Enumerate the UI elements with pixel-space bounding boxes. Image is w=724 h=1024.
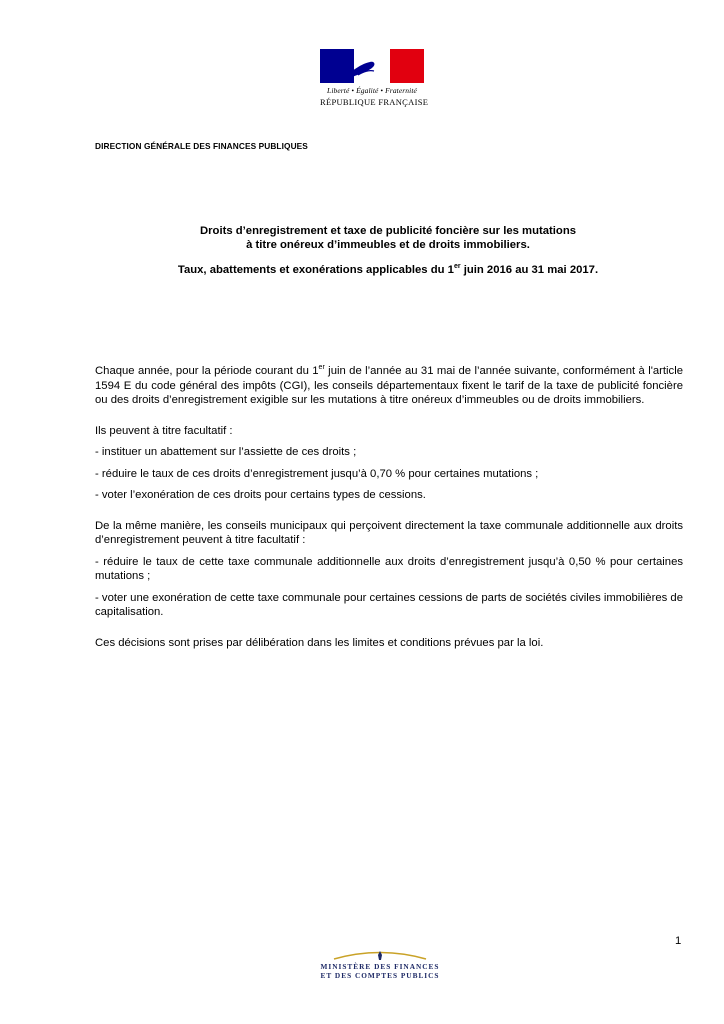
ministry-line-1: MINISTÈRE DES FINANCES — [320, 962, 440, 971]
document-body — [95, 364, 683, 657]
ministry-logo — [305, 948, 455, 980]
marianne-profile-icon — [354, 49, 390, 83]
flag-white-band — [354, 49, 390, 83]
municipal-option-item: - voter une exonération de cette taxe communale pour certaines cessions de parts de sociétés civiles immobilières de capitalisation. — [95, 591, 683, 618]
flag-red-band — [390, 49, 424, 83]
title-line-2: à titre onéreux d’immeubles et de droits immobiliers. — [246, 239, 530, 251]
department-header: DIRECTION GÉNÉRALE DES FINANCES PUBLIQUES — [95, 141, 308, 151]
subtitle-start: Taux, abattements et exonérations applicables du 1 — [177, 264, 454, 276]
dept-option-item: - instituer un abattement sur l’assiette de ces droits ; — [95, 446, 357, 458]
intro-superscript: er — [318, 364, 325, 372]
intro-end: juin de l’année au 31 mai de l’année suivante, conformément à l'article 1594 E du code général des impôts (CGI), les conseils départementaux fixent le tarif de la taxe de publicité foncière ou des droits d’enregistrement exigible sur les mutations à titre onéreux d’immeubles ou de droits immobiliers. — [95, 365, 683, 406]
intro-paragraph — [95, 364, 683, 408]
tricolor-flag — [320, 49, 424, 83]
page-number: 1 — [675, 935, 682, 947]
ministry-line-2: ET DES COMPTES PUBLICS — [320, 971, 440, 980]
conclusion-paragraph: Ces décisions sont prises par délibération dans les limites et conditions prévues par la loi. — [95, 636, 544, 649]
municipal-intro: De la même manière, les conseils municipaux qui perçoivent directement la taxe communale additionnelle aux droits d’enregistrement peuvent à titre facultatif : — [95, 519, 683, 546]
subtitle-superscript: er — [453, 263, 461, 271]
ministry-arc-icon — [330, 948, 430, 962]
dept-options-intro: Ils peuvent à titre facultatif : — [95, 424, 233, 437]
marianne-logo — [320, 49, 429, 107]
dept-option-item: - voter l’exonération de ces droits pour certains types de cessions. — [95, 489, 426, 501]
document-subtitle — [95, 263, 681, 277]
flag-blue-band — [320, 49, 354, 83]
republic-motto: Liberté • Égalité • Fraternité — [327, 86, 417, 95]
title-line-1: Droits d’enregistrement et taxe de publicité foncière sur les mutations — [199, 225, 577, 237]
dept-option-item: - réduire le taux de ces droits d’enregistrement jusqu’à 0,70 % pour certaines mutations ; — [95, 467, 539, 480]
republic-name: RÉPUBLIQUE FRANÇAISE — [320, 97, 429, 107]
municipal-option-item: - réduire le taux de cette taxe communale additionnelle aux droits d’enregistrement jusqu’à 0,50 % pour certaines mutations ; — [95, 555, 683, 582]
subtitle-end: juin 2016 au 31 mai 2017. — [460, 264, 599, 276]
intro-start: Chaque année, pour la période courant du 1 — [95, 365, 319, 377]
document-title — [95, 224, 681, 252]
